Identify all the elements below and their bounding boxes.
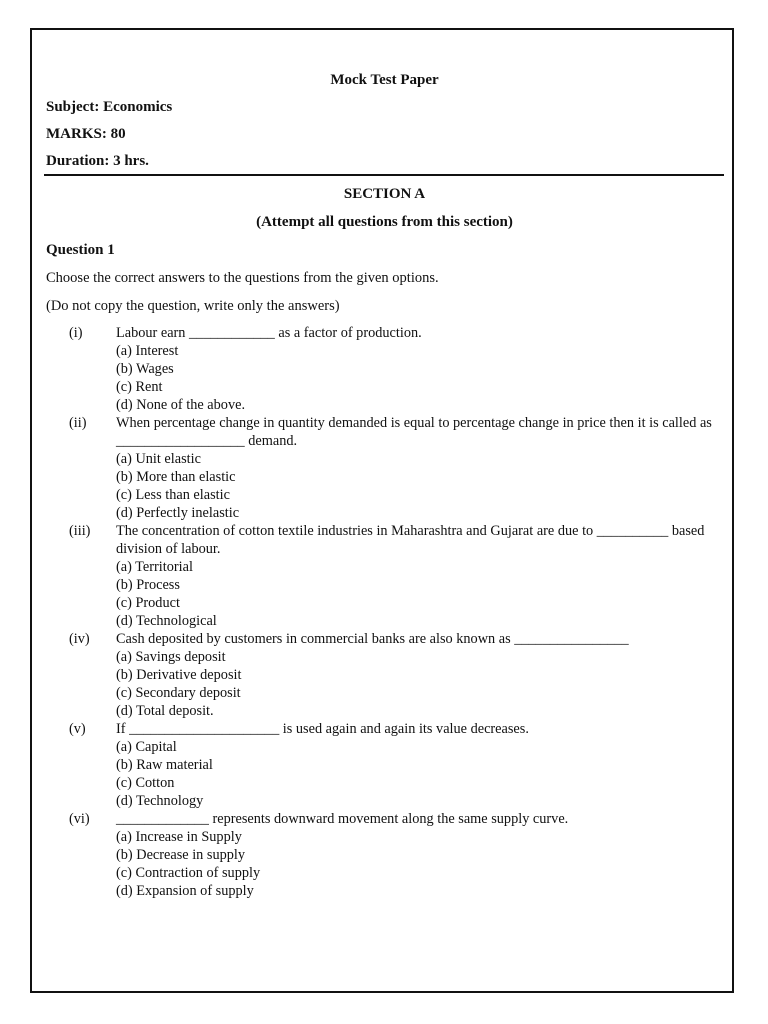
question-title: Question 1 [46, 242, 115, 258]
question-item [69, 414, 729, 522]
option: (a) Unit elastic [116, 451, 201, 467]
option: (c) Cotton [116, 775, 175, 791]
question-number: (iv) [69, 631, 90, 647]
option: (d) Technological [116, 613, 217, 629]
option: (b) Derivative deposit [116, 667, 242, 683]
question-item [69, 810, 729, 900]
option: (b) Process [116, 577, 180, 593]
marks-line: MARKS: 80 [46, 126, 126, 142]
question-item [69, 522, 729, 630]
question-text: _____________ represents downward movement along the same supply curve. [116, 811, 569, 827]
duration-line: Duration: 3 hrs. [46, 153, 149, 169]
option: (b) More than elastic [116, 469, 236, 485]
question-number: (i) [69, 325, 83, 341]
question-item [69, 630, 729, 720]
subject-line: Subject: Economics [46, 99, 173, 115]
option: (b) Raw material [116, 757, 213, 773]
option: (a) Increase in Supply [116, 829, 242, 845]
question-number: (v) [69, 721, 86, 737]
option: (c) Product [116, 595, 180, 611]
option: (c) Rent [116, 379, 163, 395]
option: (a) Territorial [116, 559, 193, 575]
section-title: SECTION A [343, 186, 426, 202]
question-item [69, 324, 729, 414]
option: (a) Capital [116, 739, 177, 755]
question-number: (iii) [69, 523, 91, 539]
question-text: If _____________________ is used again and again its value decreases. [116, 721, 529, 737]
header-divider [44, 174, 724, 176]
question-number: (vi) [69, 811, 90, 827]
question-item [69, 720, 729, 810]
question-note: (Do not copy the question, write only the answers) [46, 298, 340, 314]
option: (d) Technology [116, 793, 204, 809]
question-number: (ii) [69, 415, 87, 431]
question-text: Cash deposited by customers in commercial banks are also known as ________________ [116, 631, 629, 647]
option: (d) Total deposit. [116, 703, 214, 719]
question-instruction: Choose the correct answers to the questions from the given options. [46, 270, 439, 286]
question-list [69, 324, 729, 900]
option: (c) Secondary deposit [116, 685, 241, 701]
paper-title: Mock Test Paper [330, 72, 439, 88]
question-text: Labour earn ____________ as a factor of production. [116, 325, 422, 341]
option: (b) Wages [116, 361, 174, 377]
option: (d) Expansion of supply [116, 883, 254, 899]
option: (d) None of the above. [116, 397, 246, 413]
option: (a) Interest [116, 343, 179, 359]
question-text: The concentration of cotton textile industries in Maharashtra and Gujarat are due to __________ based division of labour. [116, 523, 705, 557]
option: (c) Contraction of supply [116, 865, 261, 881]
option: (a) Savings deposit [116, 649, 226, 665]
option: (b) Decrease in supply [116, 847, 246, 863]
option: (c) Less than elastic [116, 487, 230, 503]
section-instruction: (Attempt all questions from this section) [256, 214, 513, 230]
option: (d) Perfectly inelastic [116, 505, 240, 521]
paper-header [46, 70, 723, 171]
question-text: When percentage change in quantity demanded is equal to percentage change in price then it is called as __________________ demand. [116, 415, 712, 449]
